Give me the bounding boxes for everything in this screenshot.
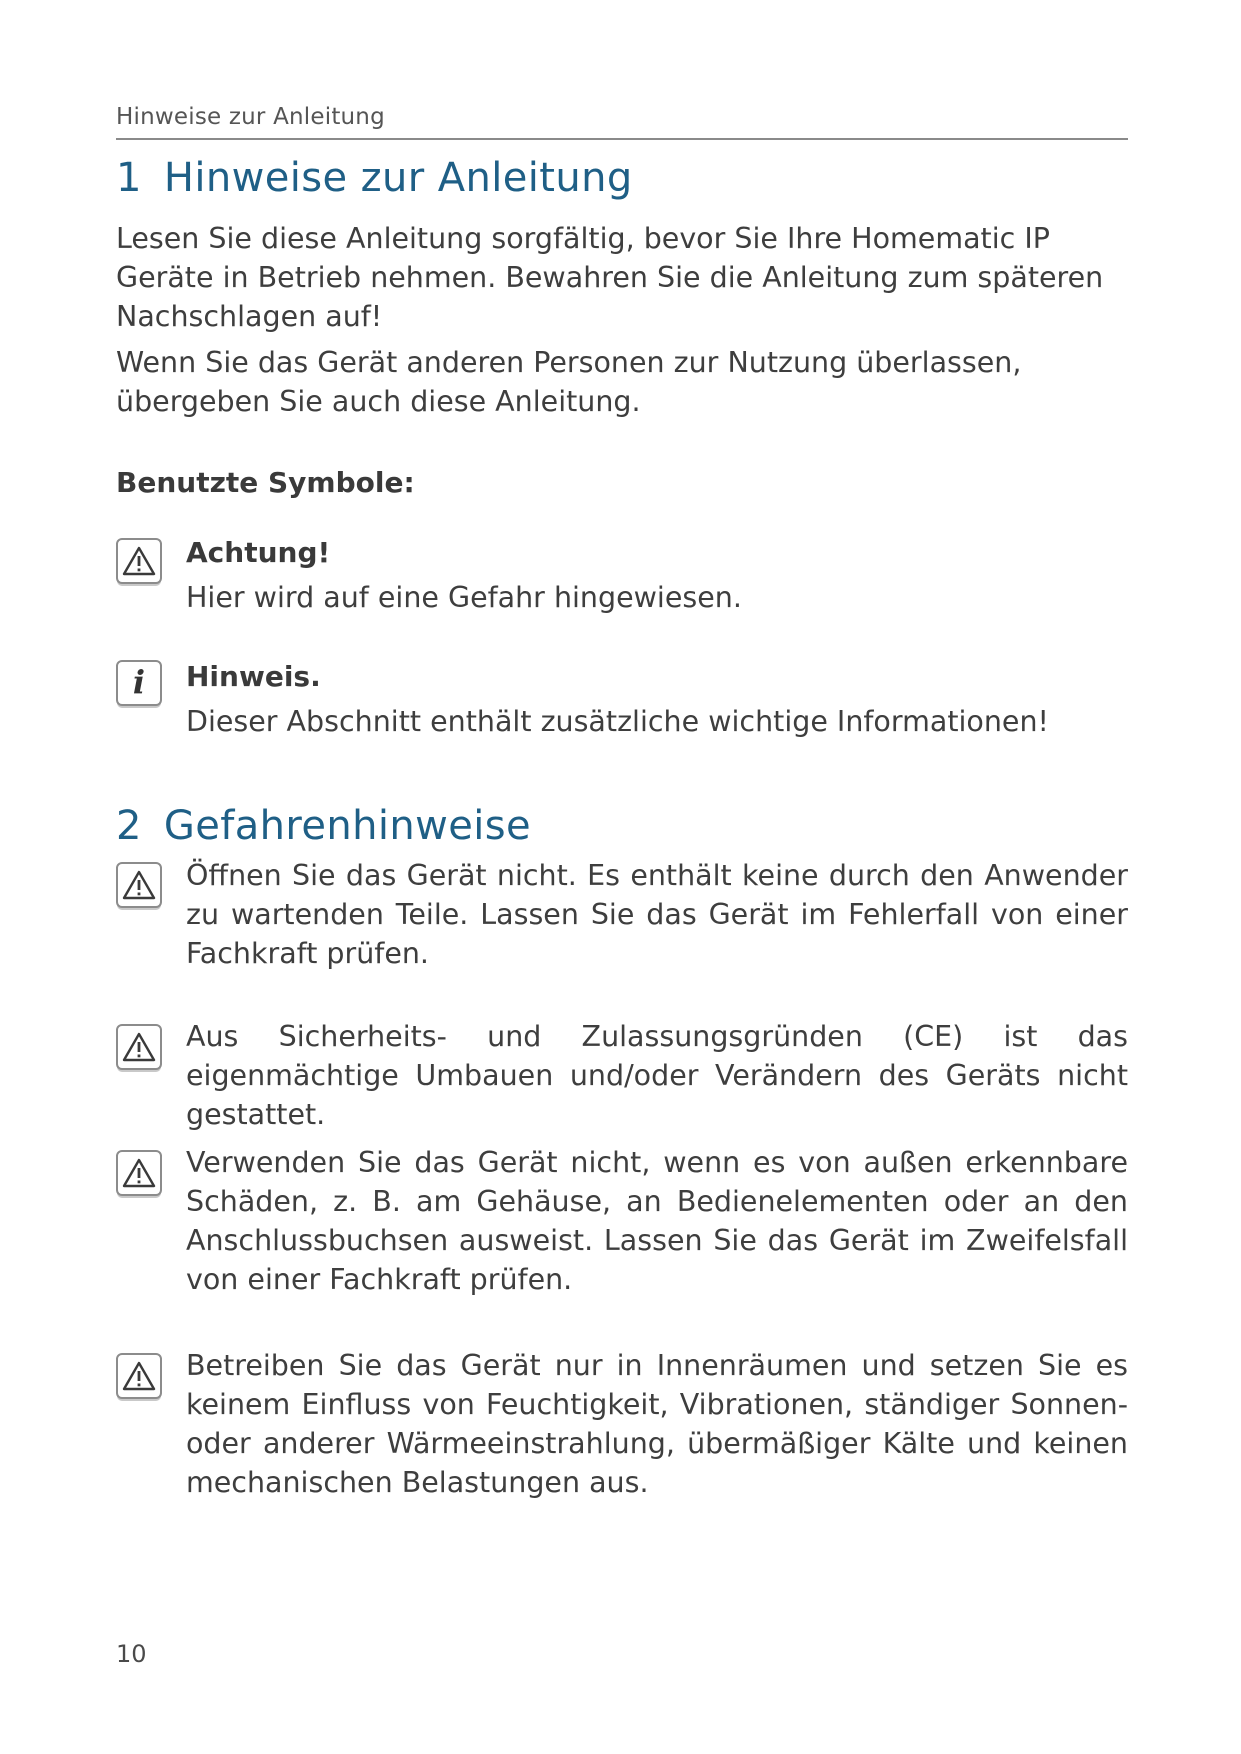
manual-page — [116, 0, 1128, 1754]
info-glyph: i — [132, 663, 146, 701]
hazard-text-1: Öffnen Sie das Gerät nicht. Es enthält keine durch den Anwender zu wartenden Teile. Lassen Sie das Gerät im Fehlerfall von einer Fachkraft prüfen. — [186, 859, 1128, 970]
warning-triangle-icon — [116, 538, 162, 584]
section-2-number: 2 — [116, 803, 142, 849]
warning-triangle-icon — [116, 1353, 162, 1399]
symbols-heading: Benutzte Symbole: — [116, 466, 415, 499]
symbol-warning-text: Hier wird auf eine Gefahr hingewiesen. — [186, 581, 742, 614]
warning-triangle-icon — [116, 1150, 162, 1196]
symbol-warning-title: Achtung! — [186, 536, 331, 569]
intro-paragraph-2: Wenn Sie das Gerät anderen Personen zur Nutzung überlassen, übergeben Sie auch diese Anleitung. — [116, 346, 1022, 418]
symbol-info-title: Hinweis. — [186, 660, 321, 693]
section-2-title — [116, 803, 531, 849]
running-header: Hinweise zur Anleitung — [116, 104, 385, 130]
hazard-text-2: Aus Sicherheits- und Zulassungsgründen (CE) ist das eigenmächtige Umbauen und/oder Verändern des Geräts nicht gestattet. — [186, 1020, 1128, 1131]
section-1-number: 1 — [116, 155, 142, 201]
hazard-text-3: Verwenden Sie das Gerät nicht, wenn es von außen erkennbare Schäden, z. B. am Gehäuse, an Bedienelementen oder an den Anschlussbuchsen ausweist. Lassen Sie das Gerät im Zweifelsfall von einer Fachkraft prüfen. — [186, 1146, 1128, 1296]
warning-triangle-icon — [116, 1024, 162, 1070]
section-1-title — [116, 155, 633, 201]
header-divider — [116, 138, 1128, 140]
hazard-text-4: Betreiben Sie das Gerät nur in Innenräumen und setzen Sie es keinem Einfluss von Feuchtigkeit, Vibrationen, ständiger Sonnen- oder anderer Wärmeeinstrahlung, übermäßiger Kälte und keinen mechanischen Belastungen aus. — [186, 1349, 1128, 1499]
section-2-title-text: Gefahrenhinweise — [163, 803, 532, 849]
intro-paragraph-1: Lesen Sie diese Anleitung sorgfältig, bevor Sie Ihre Homematic IP Geräte in Betrieb nehmen. Bewahren Sie die Anleitung zum späteren Nachschlagen auf! — [116, 222, 1104, 333]
symbol-info-text: Dieser Abschnitt enthält zusätzliche wichtige Informationen! — [186, 705, 1049, 738]
page-number: 10 — [116, 1640, 147, 1668]
section-1-title-text: Hinweise zur Anleitung — [163, 155, 633, 201]
warning-triangle-icon — [116, 862, 162, 908]
info-icon — [116, 660, 162, 706]
